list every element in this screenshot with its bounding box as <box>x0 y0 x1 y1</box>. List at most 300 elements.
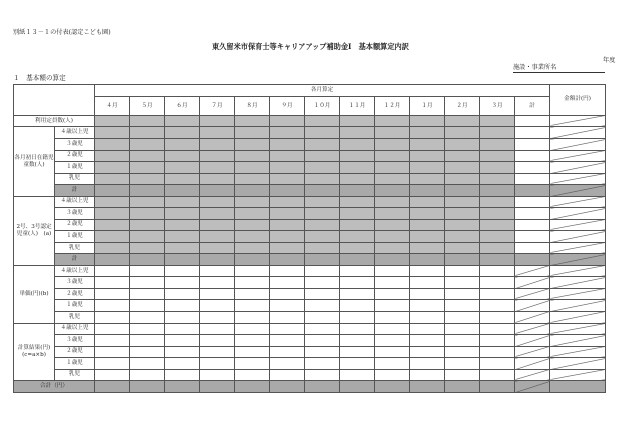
table-row <box>14 219 606 231</box>
data-cell <box>445 231 480 243</box>
subtotal-cell <box>305 254 340 266</box>
data-cell <box>305 323 340 335</box>
data-cell <box>235 231 270 243</box>
data-cell <box>95 265 130 277</box>
data-cell <box>480 150 515 162</box>
data-cell <box>445 173 480 185</box>
data-cell <box>305 162 340 174</box>
data-cell <box>445 335 480 347</box>
total-cell <box>515 208 550 220</box>
data-cell <box>130 265 165 277</box>
total-cell <box>515 300 550 312</box>
data-cell <box>95 150 130 162</box>
total-cell <box>515 231 550 243</box>
data-cell <box>305 346 340 358</box>
total-cell <box>515 265 550 277</box>
data-cell <box>200 300 235 312</box>
data-cell <box>305 242 340 254</box>
data-cell <box>165 300 200 312</box>
data-cell <box>130 346 165 358</box>
subtotal-cell <box>305 185 340 197</box>
amount-cell <box>550 115 606 127</box>
data-cell <box>375 288 410 300</box>
data-cell <box>235 115 270 127</box>
data-cell <box>165 242 200 254</box>
table-row <box>14 323 606 335</box>
data-cell <box>235 242 270 254</box>
data-cell <box>305 277 340 289</box>
data-cell <box>340 265 375 277</box>
subtotal-label: 計 <box>55 185 95 197</box>
data-cell <box>340 208 375 220</box>
data-cell <box>235 173 270 185</box>
total-cell <box>515 369 550 381</box>
subtotal-cell <box>480 185 515 197</box>
data-cell <box>410 115 445 127</box>
age-label: １歳児 <box>55 231 95 243</box>
data-cell <box>340 369 375 381</box>
table-row <box>14 381 606 393</box>
category-label: 2号、3号認定児童(人) (a) <box>14 196 55 265</box>
subtotal-cell <box>165 254 200 266</box>
table-row <box>14 288 606 300</box>
data-cell <box>305 173 340 185</box>
data-cell <box>270 277 305 289</box>
age-label: ４歳以上児 <box>55 127 95 139</box>
month-header: １０月 <box>305 97 340 116</box>
data-cell <box>235 288 270 300</box>
table-row <box>14 196 606 208</box>
total-cell <box>515 127 550 139</box>
document-title: 東久留米市保育士等キャリアアップ補助金Ⅰ 基本額算定内訳 <box>212 42 409 51</box>
data-cell <box>445 346 480 358</box>
data-cell <box>480 277 515 289</box>
data-cell <box>480 139 515 151</box>
data-cell <box>95 208 130 220</box>
data-cell <box>235 346 270 358</box>
subtotal-cell <box>95 254 130 266</box>
age-label: ２歳児 <box>55 219 95 231</box>
grand-total-cell <box>375 381 410 393</box>
category-label: 各月初日在籍児童数(人) <box>14 127 55 196</box>
data-cell <box>200 196 235 208</box>
data-cell <box>235 162 270 174</box>
amount-cell <box>550 311 606 323</box>
data-cell <box>375 173 410 185</box>
data-cell <box>375 277 410 289</box>
amount-cell <box>550 127 606 139</box>
month-header: ７月 <box>200 97 235 116</box>
amount-cell <box>550 196 606 208</box>
data-cell <box>200 277 235 289</box>
data-cell <box>130 150 165 162</box>
amount-cell <box>550 242 606 254</box>
total-cell <box>515 196 550 208</box>
amount-cell <box>550 139 606 151</box>
data-cell <box>130 196 165 208</box>
total-cell <box>515 277 550 289</box>
data-cell <box>445 127 480 139</box>
total-cell <box>515 219 550 231</box>
month-header: ２月 <box>445 97 480 116</box>
age-label: ４歳以上児 <box>55 323 95 335</box>
data-cell <box>235 139 270 151</box>
subtotal-cell <box>445 254 480 266</box>
data-cell <box>305 369 340 381</box>
subtotal-cell <box>410 254 445 266</box>
subtotal-cell <box>235 254 270 266</box>
data-cell <box>200 335 235 347</box>
amount-cell <box>550 300 606 312</box>
data-cell <box>130 277 165 289</box>
data-cell <box>340 162 375 174</box>
data-cell <box>480 208 515 220</box>
data-cell <box>200 162 235 174</box>
data-cell <box>480 231 515 243</box>
data-cell <box>165 196 200 208</box>
data-cell <box>270 369 305 381</box>
data-cell <box>270 242 305 254</box>
data-cell <box>95 288 130 300</box>
table-row <box>14 127 606 139</box>
data-cell <box>165 335 200 347</box>
subtotal-cell <box>235 185 270 197</box>
data-cell <box>200 369 235 381</box>
data-cell <box>340 115 375 127</box>
data-cell <box>410 231 445 243</box>
calculation-table <box>13 84 606 393</box>
data-cell <box>200 311 235 323</box>
table-row <box>14 162 606 174</box>
data-cell <box>410 265 445 277</box>
data-cell <box>305 196 340 208</box>
data-cell <box>445 358 480 370</box>
data-cell <box>410 300 445 312</box>
data-cell <box>270 115 305 127</box>
data-cell <box>410 288 445 300</box>
data-cell <box>305 288 340 300</box>
data-cell <box>340 346 375 358</box>
data-cell <box>305 358 340 370</box>
subtotal-total <box>515 185 550 197</box>
data-cell <box>95 162 130 174</box>
data-cell <box>95 369 130 381</box>
month-header: ４月 <box>95 97 130 116</box>
data-cell <box>445 162 480 174</box>
data-cell <box>375 150 410 162</box>
total-cell <box>515 288 550 300</box>
data-cell <box>165 265 200 277</box>
data-cell <box>270 231 305 243</box>
month-header: ３月 <box>480 97 515 116</box>
month-header: ５月 <box>130 97 165 116</box>
data-cell <box>480 288 515 300</box>
data-cell <box>375 323 410 335</box>
data-cell <box>340 127 375 139</box>
facility-label: 施設・事業所名 <box>513 64 557 71</box>
data-cell <box>305 150 340 162</box>
subtotal-cell <box>410 185 445 197</box>
data-cell <box>270 150 305 162</box>
table-row <box>14 208 606 220</box>
data-cell <box>340 139 375 151</box>
data-cell <box>130 335 165 347</box>
data-cell <box>445 242 480 254</box>
data-cell <box>165 311 200 323</box>
data-cell <box>480 346 515 358</box>
data-cell <box>270 219 305 231</box>
data-cell <box>165 231 200 243</box>
data-cell <box>270 311 305 323</box>
data-cell <box>235 335 270 347</box>
data-cell <box>305 335 340 347</box>
subtotal-cell <box>130 185 165 197</box>
data-cell <box>340 288 375 300</box>
table-body <box>14 85 606 393</box>
table-row <box>14 265 606 277</box>
data-cell <box>375 358 410 370</box>
data-cell <box>340 277 375 289</box>
grand-total-cell <box>165 381 200 393</box>
grand-total-cell <box>95 381 130 393</box>
data-cell <box>95 173 130 185</box>
data-cell <box>375 231 410 243</box>
data-cell <box>445 369 480 381</box>
data-cell <box>340 311 375 323</box>
subtotal-cell <box>340 254 375 266</box>
data-cell <box>130 242 165 254</box>
data-cell <box>375 242 410 254</box>
data-cell <box>130 311 165 323</box>
data-cell <box>445 208 480 220</box>
table-row <box>14 150 606 162</box>
data-cell <box>480 311 515 323</box>
data-cell <box>200 219 235 231</box>
data-cell <box>410 242 445 254</box>
data-cell <box>340 358 375 370</box>
amount-cell <box>550 173 606 185</box>
age-label: ３歳児 <box>55 277 95 289</box>
data-cell <box>95 127 130 139</box>
data-cell <box>235 369 270 381</box>
facility-underline <box>513 72 605 73</box>
data-cell <box>410 346 445 358</box>
table-row <box>14 300 606 312</box>
data-cell <box>375 196 410 208</box>
amount-cell <box>550 231 606 243</box>
data-cell <box>480 300 515 312</box>
age-label: １歳児 <box>55 300 95 312</box>
data-cell <box>445 115 480 127</box>
table-row <box>14 335 606 347</box>
data-cell <box>270 346 305 358</box>
data-cell <box>410 277 445 289</box>
data-cell <box>445 323 480 335</box>
age-label: ３歳児 <box>55 208 95 220</box>
data-cell <box>165 323 200 335</box>
data-cell <box>200 150 235 162</box>
amount-cell <box>550 162 606 174</box>
data-cell <box>270 358 305 370</box>
data-cell <box>305 219 340 231</box>
data-cell <box>410 219 445 231</box>
age-label: 乳児 <box>55 242 95 254</box>
age-label: ３歳児 <box>55 139 95 151</box>
subtotal-cell <box>130 254 165 266</box>
data-cell <box>235 323 270 335</box>
data-cell <box>270 323 305 335</box>
data-cell <box>200 242 235 254</box>
data-cell <box>130 162 165 174</box>
data-cell <box>200 115 235 127</box>
data-cell <box>445 288 480 300</box>
total-cell <box>515 335 550 347</box>
table-row <box>14 173 606 185</box>
data-cell <box>165 115 200 127</box>
data-cell <box>95 277 130 289</box>
data-cell <box>200 288 235 300</box>
data-cell <box>200 127 235 139</box>
data-cell <box>375 219 410 231</box>
data-cell <box>95 346 130 358</box>
data-cell <box>480 335 515 347</box>
data-cell <box>130 173 165 185</box>
data-cell <box>270 288 305 300</box>
data-cell <box>235 150 270 162</box>
total-header: 計 <box>515 97 550 116</box>
data-cell <box>235 127 270 139</box>
age-label: 乳児 <box>55 311 95 323</box>
data-cell <box>480 196 515 208</box>
data-cell <box>165 162 200 174</box>
age-label: ４歳以上児 <box>55 196 95 208</box>
data-cell <box>95 323 130 335</box>
grand-total-total <box>515 381 550 393</box>
data-cell <box>410 323 445 335</box>
table-row <box>14 369 606 381</box>
data-cell <box>270 127 305 139</box>
data-cell <box>235 265 270 277</box>
data-cell <box>130 358 165 370</box>
data-cell <box>270 300 305 312</box>
amount-cell <box>550 265 606 277</box>
table-row <box>14 358 606 370</box>
month-header: ８月 <box>235 97 270 116</box>
data-cell <box>200 358 235 370</box>
data-cell <box>165 139 200 151</box>
data-cell <box>95 335 130 347</box>
data-cell <box>130 139 165 151</box>
data-cell <box>235 300 270 312</box>
month-header: １１月 <box>340 97 375 116</box>
data-cell <box>165 127 200 139</box>
age-label: １歳児 <box>55 162 95 174</box>
data-cell <box>375 265 410 277</box>
data-cell <box>130 127 165 139</box>
data-cell <box>130 300 165 312</box>
data-cell <box>270 208 305 220</box>
amount-cell <box>550 358 606 370</box>
month-header: １月 <box>410 97 445 116</box>
age-label: ４歳以上児 <box>55 265 95 277</box>
table-row <box>14 185 606 197</box>
data-cell <box>165 173 200 185</box>
data-cell <box>95 300 130 312</box>
data-cell <box>340 219 375 231</box>
monthly-header: 各月算定 <box>95 85 550 97</box>
subtotal-cell <box>270 254 305 266</box>
data-cell <box>200 231 235 243</box>
data-cell <box>375 208 410 220</box>
total-cell <box>515 242 550 254</box>
data-cell <box>410 196 445 208</box>
data-cell <box>200 139 235 151</box>
data-cell <box>130 231 165 243</box>
data-cell <box>340 300 375 312</box>
data-cell <box>165 277 200 289</box>
amount-cell <box>550 369 606 381</box>
data-cell <box>480 265 515 277</box>
grand-total-cell <box>235 381 270 393</box>
data-cell <box>130 219 165 231</box>
form-number: 別紙１３－１の付表(認定こども園) <box>13 29 111 36</box>
subtotal-cell <box>200 254 235 266</box>
data-cell <box>235 208 270 220</box>
amount-cell <box>550 323 606 335</box>
total-cell <box>515 346 550 358</box>
data-cell <box>340 196 375 208</box>
data-cell <box>445 196 480 208</box>
table-row <box>14 115 606 127</box>
table-row <box>14 85 606 97</box>
data-cell <box>165 358 200 370</box>
subtotal-cell <box>165 185 200 197</box>
total-cell <box>515 115 550 127</box>
data-cell <box>340 173 375 185</box>
data-cell <box>340 150 375 162</box>
age-label: 乳児 <box>55 173 95 185</box>
year-label: 年度 <box>603 57 616 64</box>
table-row <box>14 277 606 289</box>
data-cell <box>480 173 515 185</box>
data-cell <box>480 358 515 370</box>
data-cell <box>95 231 130 243</box>
data-cell <box>375 311 410 323</box>
data-cell <box>375 335 410 347</box>
data-cell <box>270 139 305 151</box>
subtotal-amount <box>550 254 606 266</box>
data-cell <box>480 323 515 335</box>
data-cell <box>375 346 410 358</box>
age-label: １歳児 <box>55 358 95 370</box>
amount-cell <box>550 335 606 347</box>
total-cell <box>515 150 550 162</box>
data-cell <box>340 323 375 335</box>
subtotal-cell <box>480 254 515 266</box>
data-cell <box>200 346 235 358</box>
data-cell <box>480 369 515 381</box>
data-cell <box>130 115 165 127</box>
data-cell <box>165 219 200 231</box>
data-cell <box>270 265 305 277</box>
table-row <box>14 97 606 116</box>
amount-cell <box>550 288 606 300</box>
data-cell <box>270 173 305 185</box>
table-row <box>14 139 606 151</box>
data-cell <box>165 369 200 381</box>
amount-cell <box>550 277 606 289</box>
subtotal-cell <box>95 185 130 197</box>
